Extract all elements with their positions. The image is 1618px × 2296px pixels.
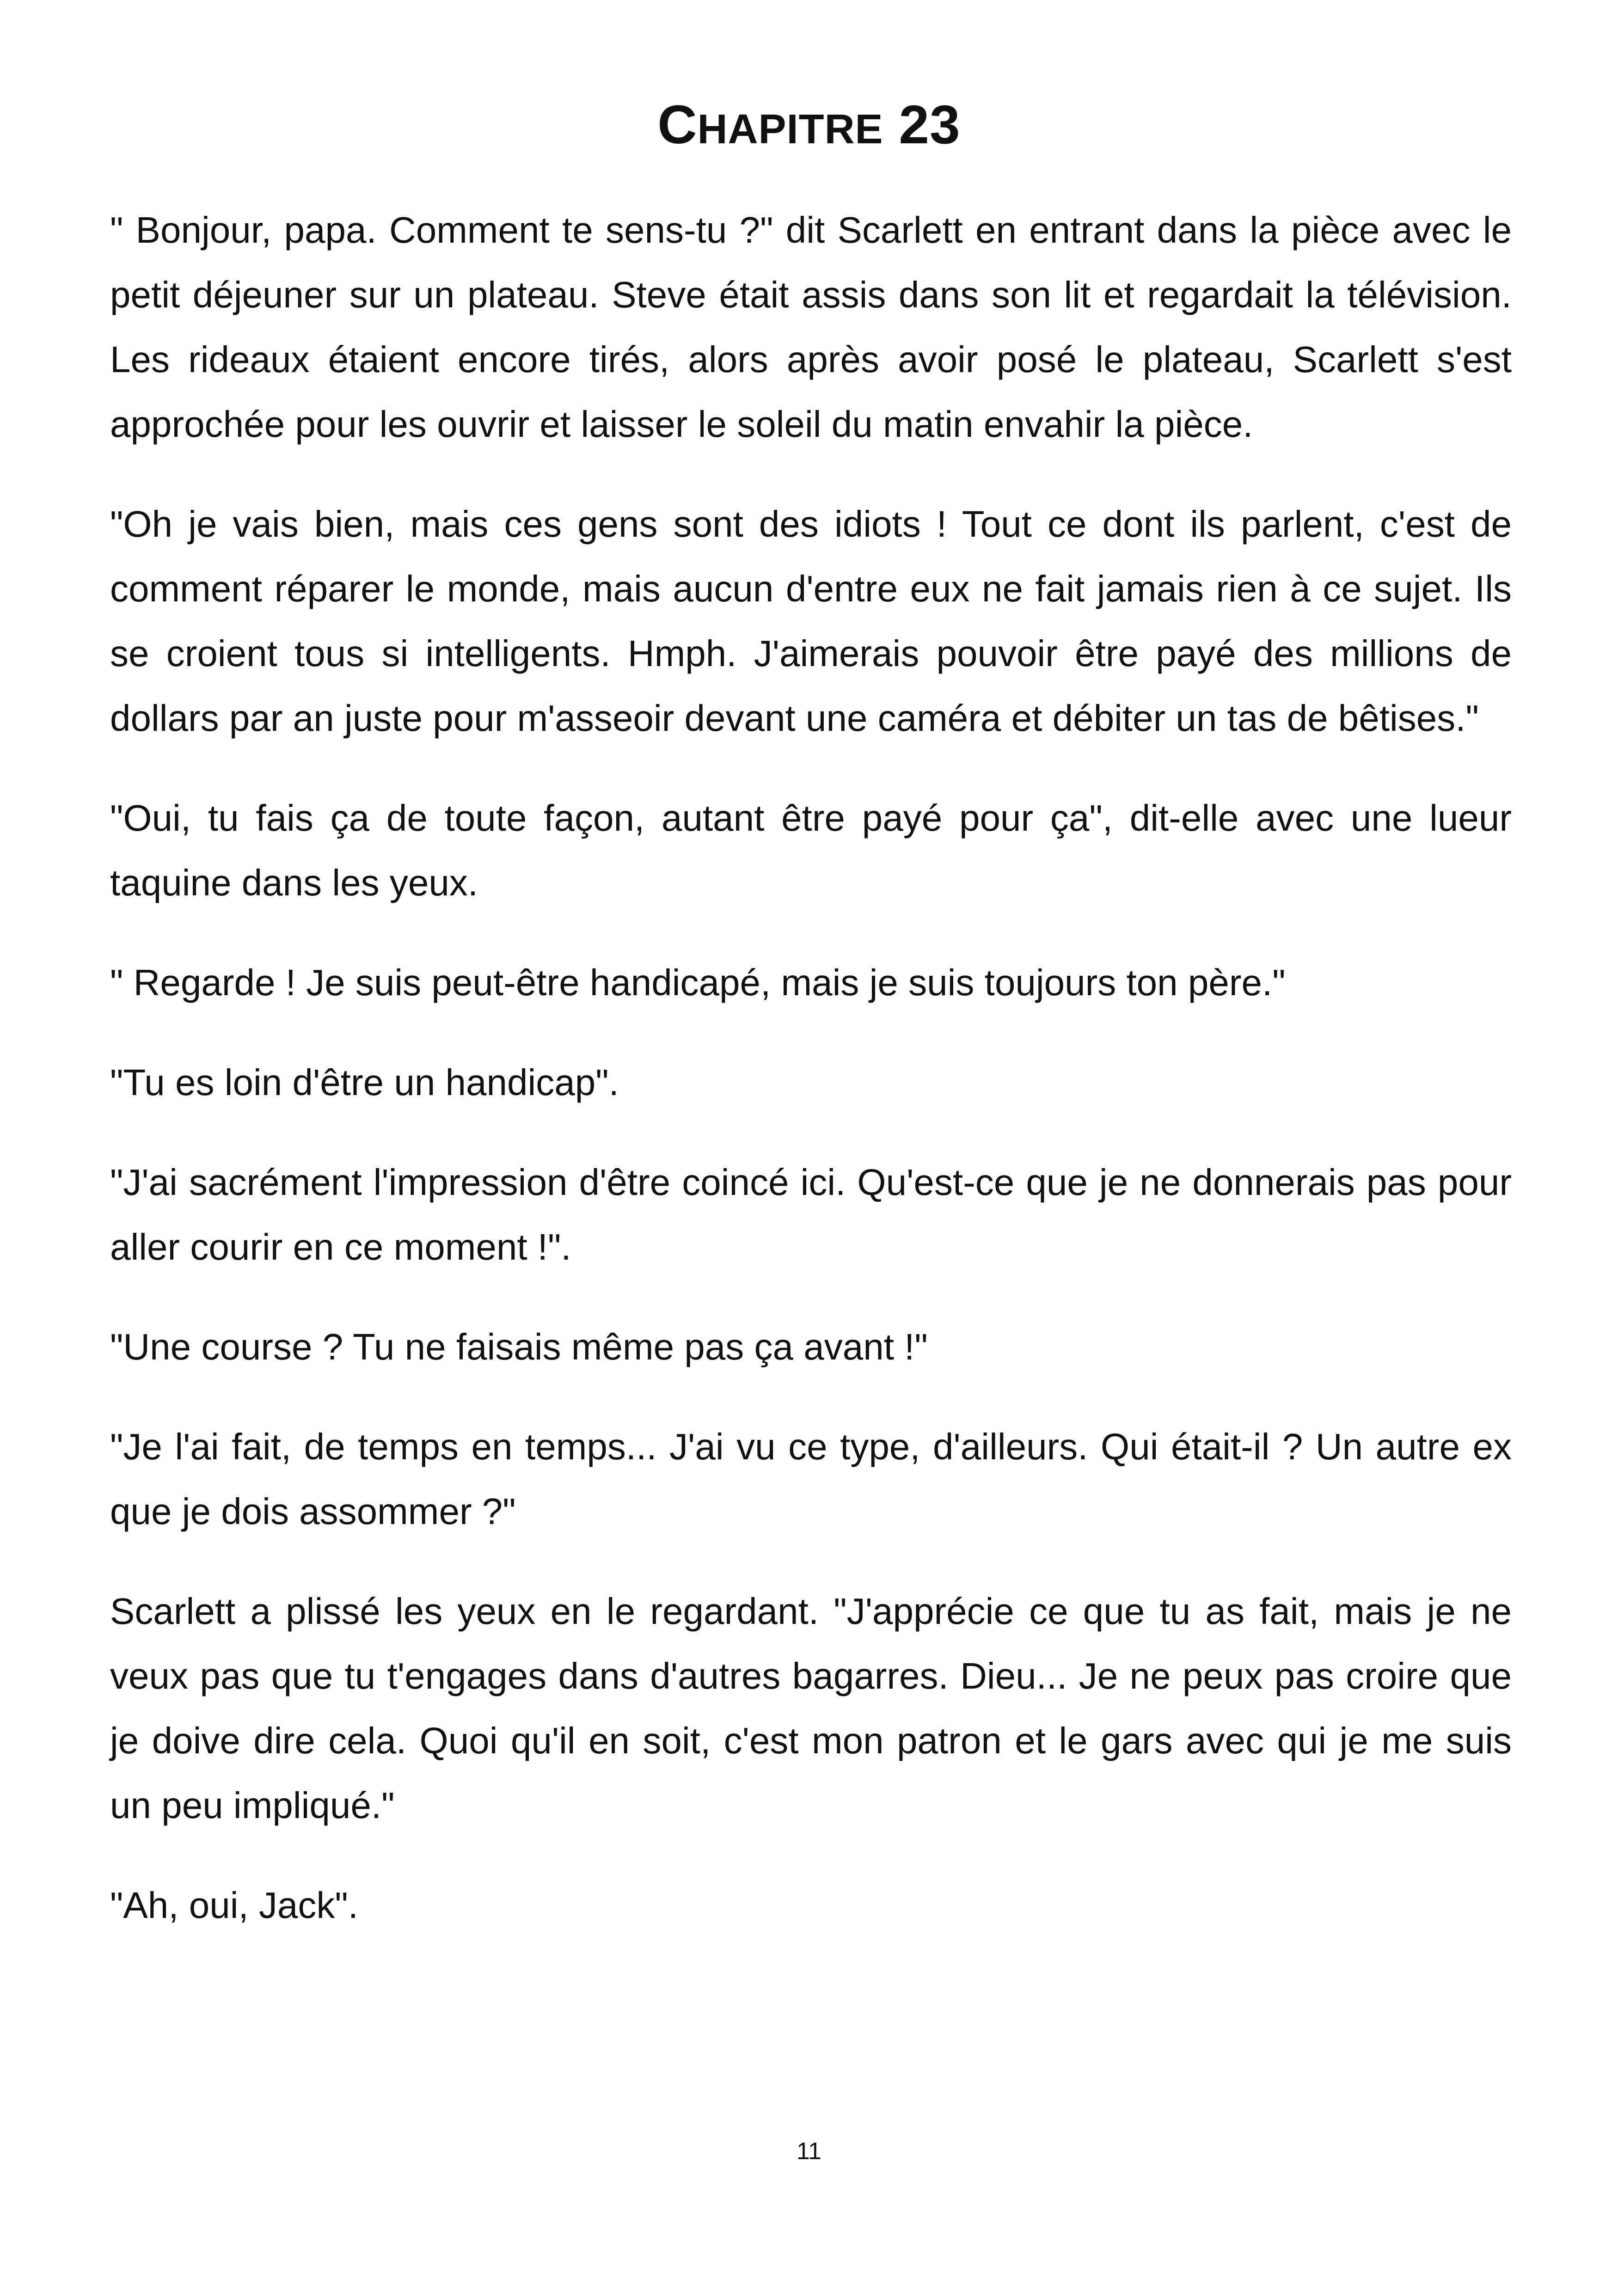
paragraph: "Je l'ai fait, de temps en temps... J'ai vu ce type, d'ailleurs. Qui était-il ? Un autre ex que je dois assommer ?" bbox=[110, 1426, 1512, 1532]
paragraph: " Bonjour, papa. Comment te sens-tu ?" dit Scarlett en entrant dans la pièce avec le petit déjeuner sur un plateau. Steve était assis dans son lit et regardait la télévision. Les rideaux étaient encore tirés, alors après avoir posé le plateau, Scarlett s'est approchée pour les ouvrir et laisser le soleil du matin envahir la pièce. bbox=[110, 209, 1512, 445]
paragraph: "Tu es loin d'être un handicap". bbox=[110, 1062, 619, 1103]
paragraph: "Oh je vais bien, mais ces gens sont des idiots ! Tout ce dont ils parlent, c'est de comment réparer le monde, mais aucun d'entre eux ne fait jamais rien à ce sujet. Ils se croient tous si intelligents. Hmph. J'aimerais pouvoir être payé des millions de dollars par an juste pour m'asseoir devant une caméra et débiter un tas de bêtises." bbox=[110, 503, 1512, 739]
paragraph: "J'ai sacrément l'impression d'être coincé ici. Qu'est-ce que je ne donnerais pas pour aller courir en ce moment !". bbox=[110, 1162, 1512, 1267]
paragraph: Scarlett a plissé les yeux en le regardant. "J'apprécie ce que tu as fait, mais je ne veux pas que tu t'engages dans d'autres bagarres. Dieu... Je ne peux pas croire que je doive dire cela. Quoi qu'il en soit, c'est mon patron et le gars avec qui je me suis un peu impliqué." bbox=[110, 1591, 1512, 1826]
chapter-number: 23 bbox=[899, 94, 961, 155]
paragraph: " Regarde ! Je suis peut-être handicapé, mais je suis toujours ton père." bbox=[110, 962, 1286, 1003]
chapter-title-initial: C bbox=[657, 94, 698, 155]
page-number: 11 bbox=[797, 2138, 821, 2165]
paragraph: "Une course ? Tu ne faisais même pas ça avant !" bbox=[110, 1326, 928, 1367]
chapter-title bbox=[0, 92, 1618, 162]
chapter-title-rest: HAPITRE bbox=[697, 106, 883, 153]
chapter-body bbox=[110, 198, 1512, 1973]
paragraph: "Ah, oui, Jack". bbox=[110, 1885, 359, 1926]
paragraph: "Oui, tu fais ça de toute façon, autant être payé pour ça", dit-elle avec une lueur taquine dans les yeux. bbox=[110, 797, 1512, 903]
